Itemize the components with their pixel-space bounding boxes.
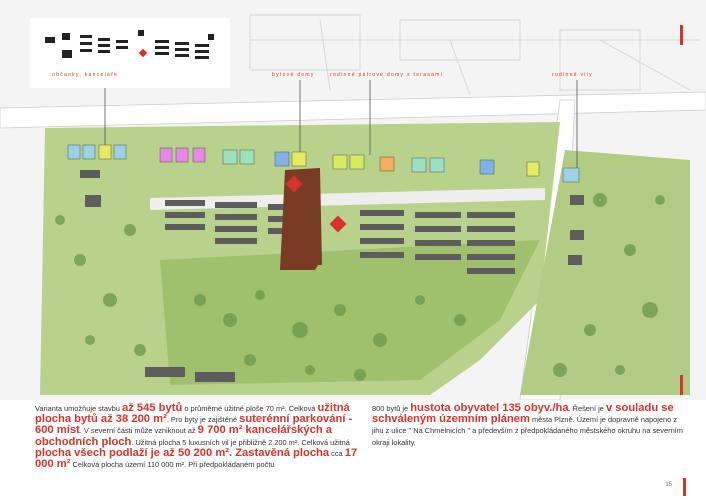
text-left-p7: Celková plocha území 110 000 m². Při předpokládaném počtu (70, 460, 275, 470)
text-left-p6: cca (329, 448, 345, 458)
accent-bar-top (680, 25, 683, 45)
text-right-h1: hustota obyvatel 135 obyv./ha (410, 402, 569, 414)
text-left-h6: 17 000 m² (35, 446, 358, 471)
accent-bar-mid (680, 375, 683, 395)
text-left-h2: užitná plocha bytů až 38 200 m² (35, 402, 350, 426)
callout-family-houses: rodinné patrové domy s terasami (330, 72, 444, 78)
page-accent-bar (683, 478, 686, 496)
text-right-h2: v souladu se schváleným územním plánem (372, 402, 674, 426)
text-right-p2: . Řešení je (568, 404, 606, 413)
text-left-p5: . Užitná plocha 5 luxusních vil je přibližně 2 200 m². Celková užitná (131, 437, 350, 447)
text-left-h1: až 545 bytů (121, 402, 183, 414)
text-left-p1: Varianta umožňuje stavbu (35, 404, 122, 413)
text-left-h4: 9 700 m² kancelářských a obchodních ploch (35, 424, 333, 448)
callout-row-houses: bytové domy (272, 72, 315, 78)
text-left-p4: . V severní části může vzniknout až (79, 426, 198, 436)
text-right-p3: města Plzně. Území je dopravně napojeno z jihu z ulice " Na Chmelnicích " a především z předpokládaného městského okruhu na severním okraji lokality. (372, 415, 683, 447)
text-right (372, 403, 684, 448)
text-left-h3: suterénní parkování - 600 míst (35, 413, 353, 437)
callout-offices: občanky, kanceláře (52, 72, 119, 78)
text-left (35, 403, 360, 470)
text-left-h5: plocha všech podlaží je až 50 200 m². Zastavěná plocha (35, 446, 330, 459)
text-right-p1: 800 bytů je (372, 404, 411, 413)
callout-family-villas: rodinné vily (552, 72, 593, 78)
text-left-p2: o průměrné užitné ploše 70 m². Celková (182, 404, 318, 413)
text-left-p3: . Pro byty je zajištěné (166, 415, 240, 425)
page-number: 15 (665, 482, 672, 488)
